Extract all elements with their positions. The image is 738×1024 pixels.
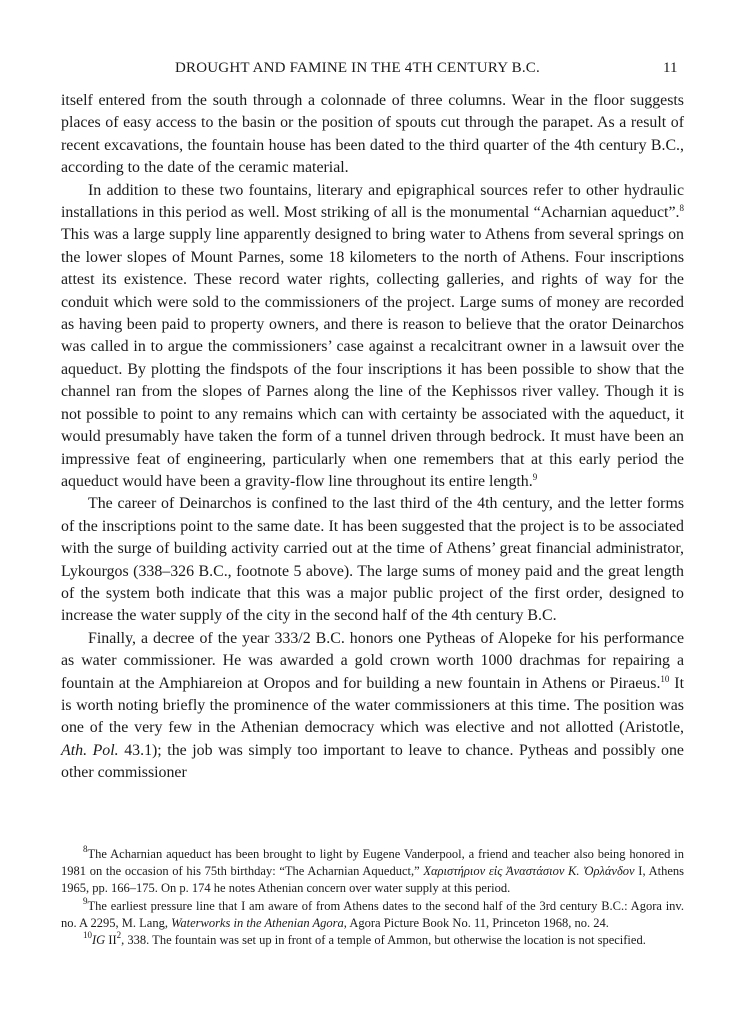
paragraph-2-text-b: This was a large supply line apparently designed to bring water to Athens from several springs on the lower slopes of Mount Parnes, some 18 kilometers to the north of Athens. Four inscriptions attest its existence. These record water rights, collecting galleries, and rights of way for the conduit which were sold to the commissioners of the project. Large sums of money are recorded as having been paid to property owners, and there is reason to believe that the orator Deinarchos was called in to argue the commissioners’ case against a recalcitrant owner in a lawsuit over the aqueduct. By plotting the findspots of the four inscriptions it has been possible to show that the channel ran from the slopes of Parnes along the line of the Kephissos river valley. Though it is not possible to point to any remains which can with certainty be associated with the aqueduct, it would presumably have taken the form of a tunnel driven through bedrock. It must have been an impressive feat of engineering, particularly when one remembers that at this early period the aqueduct would have been a gravity-flow line throughout its entire length.	[61, 226, 684, 490]
body-text	[61, 90, 684, 785]
footnotes	[61, 846, 684, 949]
footnote-8	[61, 846, 684, 898]
paragraph-4-text-a: Finally, a decree of the year 333/2 B.C. honors one Pytheas of Alopeke for his performance as water commissioner. He was awarded a gold crown worth 1000 drachmas for repairing a fountain at the Amphiareion at Oropos and for building a new fountain in Athens or Piraeus.	[61, 629, 684, 692]
footnote-10-ig: IG	[92, 933, 106, 948]
footnote-9-text-a: The earliest pressure line that I am aware of from Athens dates to the second half of the 3rd century B.C.: Agora inv. no. A 2295, M. Lang,	[61, 898, 684, 930]
footnote-ref-9[interactable]: 9	[532, 471, 538, 482]
footnote-10-text: , 338. The fountain was set up in front of a temple of Ammon, but otherwise the location is not specified.	[121, 933, 646, 948]
footnote-8-text-a: The Acharnian aqueduct has been brought to light by Eugene Vanderpool, a friend and teacher also being honored in 1981 on the occasion of his 75th birthday: “The Acharnian Aqueduct,”	[61, 847, 684, 879]
footnote-8-greek-title: Χαριστήριον εἰς Ἀναστάσιον Κ. Ὀρλάνδον	[423, 864, 635, 879]
footnote-9-mark: 9	[83, 895, 88, 906]
footnote-10-mark: 10	[83, 930, 92, 941]
paragraph-3-text: The career of Deinarchos is confined to the last third of the 4th century, and the letter forms of the inscriptions point to the same date. It has been suggested that the project is to be associated with the surge of building activity carried out at the time of Athens’ great financial administrator, Lykourgos (338–326 B.C., footnote 5 above). The large sums of money paid and the great length of the system both indicate that this was a major public project of the first order, designed to increase the water supply of the city in the second half of the 4th century B.C.	[61, 495, 684, 625]
footnote-8-text-b: I, Athens 1965, pp. 166–175. On p. 174 he notes Athenian concern over water supply at this period.	[61, 864, 684, 896]
footnote-10	[61, 932, 684, 949]
paragraph-2	[61, 180, 684, 494]
paragraph-4-text-b: It is worth noting briefly the prominence of the water commissioners at this time. The position was one of the very few in the Athenian democracy which was elective and not allotted (Aristotle,	[61, 674, 684, 737]
page-header	[0, 60, 738, 80]
paragraph-4-text-c: 43.1); the job was simply too important to leave to chance. Pytheas and possibly one other commissioner	[61, 741, 684, 782]
footnote-ref-10[interactable]: 10	[660, 673, 670, 684]
running-head: DROUGHT AND FAMINE IN THE 4TH CENTURY B.C.	[175, 60, 540, 76]
page-number: 11	[663, 60, 678, 76]
footnote-9	[61, 895, 684, 932]
paragraph-1-text: itself entered from the south through a colonnade of three columns. Wear in the floor suggests places of easy access to the basin or the position of spouts cut through the parapet. As a result of recent excavations, the fountain house has been dated to the third quarter of the 4th century B.C., according to the date of the ceramic material.	[61, 92, 684, 177]
paragraph-1	[61, 90, 684, 180]
paragraph-3	[61, 493, 684, 627]
footnote-10-ig-sup: 2	[116, 930, 122, 941]
citation-ath-pol: Ath. Pol.	[61, 741, 119, 759]
footnote-8-mark: 8	[83, 844, 88, 854]
footnote-9-book-title: Waterworks in the Athenian Agora	[171, 915, 344, 930]
paragraph-4	[61, 628, 684, 785]
paragraph-2-text-a: In addition to these two fountains, literary and epigraphical sources refer to other hydraulic installations in this period as well. Most striking of all is the monumental “Acharnian aqueduct”.	[61, 181, 684, 222]
footnote-10-ig-ref: II	[105, 933, 117, 948]
footnote-9-text-b: , Agora Picture Book No. 11, Princeton 1968, no. 24.	[343, 915, 609, 930]
footnote-ref-8[interactable]: 8	[679, 203, 684, 214]
